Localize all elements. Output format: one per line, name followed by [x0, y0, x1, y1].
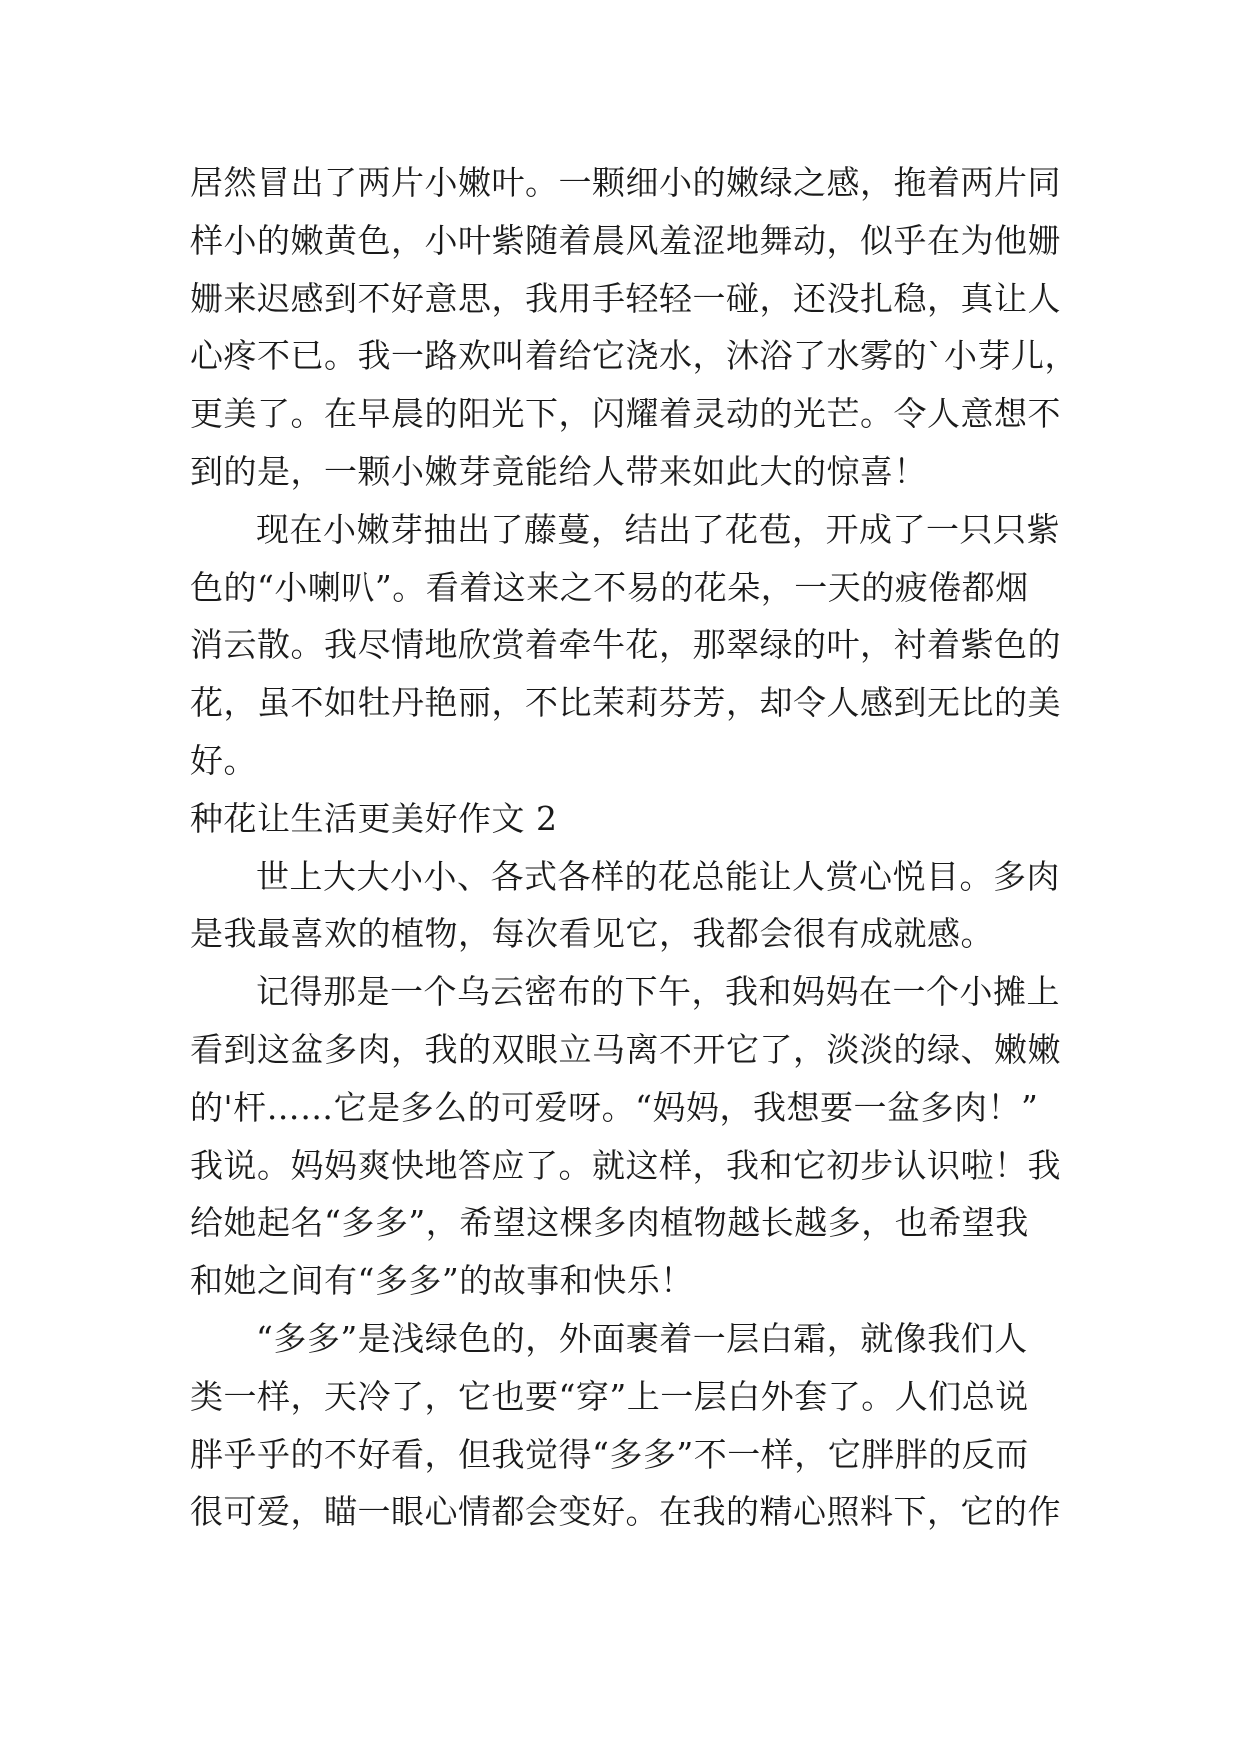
text-line: 和她之间有“多多”的故事和快乐！: [190, 1261, 694, 1301]
paragraph: [190, 848, 1065, 964]
text-line: 类一样，天冷了，它也要“穿”上一层白外套了。人们总说: [190, 1376, 1029, 1416]
text-line: 样小的嫩黄色，小叶紫随着晨风羞涩地舞动，似乎在为他姗: [190, 220, 1061, 260]
text-line: 记得那是一个乌云密布的下午，我和妈妈在一个小摊上: [256, 972, 1060, 1012]
text-line: 我说。妈妈爽快地答应了。就这样，我和它初步认识啦！我: [190, 1145, 1061, 1185]
text-line: 是我最喜欢的植物，每次看见它，我都会很有成就感。: [190, 914, 994, 954]
text-line: 很可爱，瞄一眼心情都会变好。在我的精心照料下，它的作: [190, 1492, 1061, 1532]
text-line: 胖乎乎的不好看，但我觉得“多多”不一样，它胖胖的反而: [190, 1434, 1029, 1474]
paragraph: [190, 963, 1065, 1310]
text-line: 世上大大小小、各式各样的花总能让人赏心悦目。多肉: [256, 856, 1060, 896]
paragraph-continuation: [190, 154, 1078, 501]
document-body: [190, 154, 1078, 1541]
text-line: 到的是，一颗小嫩芽竟能给人带来如此大的惊喜！: [190, 451, 927, 491]
text-line: 给她起名“多多”，希望这棵多肉植物越长越多，也希望我: [190, 1203, 1029, 1243]
text-line: 居然冒出了两片小嫩叶。一颗细小的嫩绿之感，拖着两片同: [190, 163, 1061, 202]
text-line: 看到这盆多肉，我的双眼立马离不开它了，淡淡的绿、嫩嫩: [190, 1029, 1061, 1069]
text-line: 心疼不已。我一路欢叫着给它浇水，沐浴了水雾的`小芽儿，: [190, 336, 1078, 376]
text-line: 好。: [190, 740, 257, 780]
text-line: 更美了。在早晨的阳光下，闪耀着灵动的光芒。令人意想不: [190, 394, 1061, 434]
text-line: 现在小嫩芽抽出了藤蔓，结出了花苞，开成了一只只紫: [256, 509, 1060, 549]
section-heading: 种花让生活更美好作文 2: [190, 798, 558, 838]
text-line: 消云散。我尽情地欣赏着牵牛花，那翠绿的叶，衬着紫色的: [190, 625, 1061, 665]
paragraph: [190, 501, 1065, 790]
text-line: 花，虽不如牡丹艳丽，不比茉莉芬芳，却令人感到无比的美: [190, 683, 1061, 723]
text-line: “多多”是浅绿色的，外面裹着一层白霜，就像我们人: [256, 1318, 1028, 1358]
paragraph: [190, 1310, 1065, 1541]
text-line: 的'杆……它是多么的可爱呀。“妈妈，我想要一盆多肉！”: [190, 1087, 1039, 1127]
text-line: 姗来迟感到不好意思，我用手轻轻一碰，还没扎稳，真让人: [190, 278, 1061, 318]
text-line: 色的“小喇叭”。看着这来之不易的花朵，一天的疲倦都烟: [190, 567, 1029, 607]
